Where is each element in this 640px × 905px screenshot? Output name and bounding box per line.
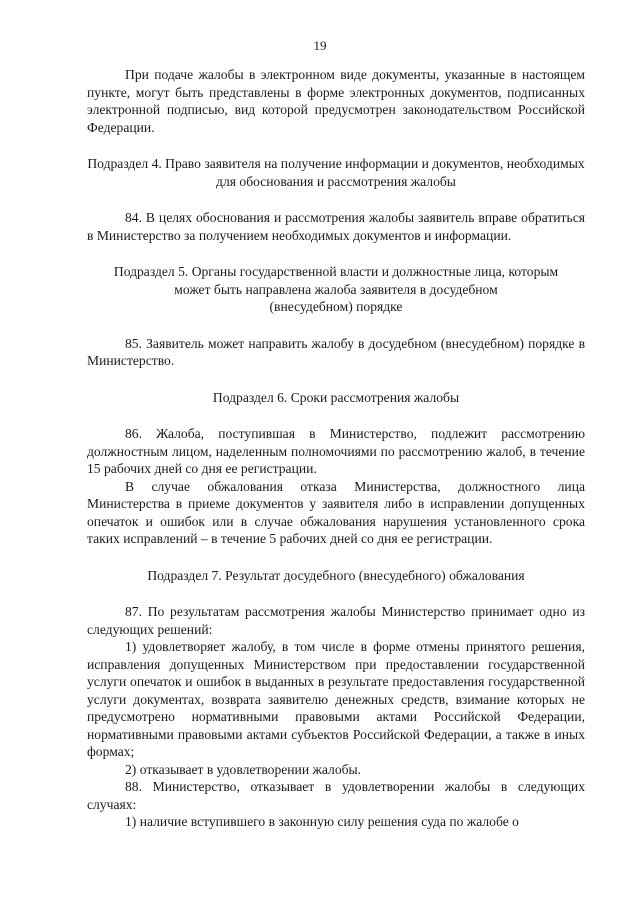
paragraph-87: 87. По результатам рассмотрения жалобы Министерство принимает одно из следующих решений: bbox=[87, 604, 585, 637]
subsection-5-heading bbox=[87, 263, 585, 316]
document-body bbox=[87, 66, 585, 831]
paragraph-88: 88. Министерство, отказывает в удовлетворении жалобы в следующих случаях: bbox=[87, 779, 585, 812]
paragraph-85: 85. Заявитель может направить жалобу в досудебном (внесудебном) порядке в Министерство. bbox=[87, 335, 585, 368]
subsection-4-heading: Подраздел 4. Право заявителя на получение информации и документов, необходимых для обоснования и рассмотрения жалобы bbox=[87, 156, 585, 189]
subsection-7-heading: Подраздел 7. Результат досудебного (внесудебного) обжалования bbox=[147, 567, 525, 583]
subsection-5-heading-line-3: (внесудебном) порядке bbox=[269, 299, 403, 314]
page-number: 19 bbox=[313, 38, 327, 53]
subsection-5-heading-line-1: Подраздел 5. Органы государственной власти и должностные лица, которым bbox=[113, 264, 559, 279]
paragraph-86-continuation: В случае обжалования отказа Министерства, должностного лица Министерства в приеме документов у заявителя либо в исправлении допущенных опечаток и ошибок или в случае обжалования нарушения установленного срока таких исправлений – в течение 5 рабочих дней со дня ее регистрации. bbox=[87, 478, 585, 546]
paragraph-88-item-1: 1) наличие вступившего в законную силу решения суда по жалобе о bbox=[125, 814, 519, 829]
paragraph-86: 86. Жалоба, поступившая в Министерство, подлежит рассмотрению должностным лицом, наделенным полномочиями по рассмотрению жалоб, в течение 15 рабочих дней со дня ее регистрации. bbox=[87, 426, 585, 476]
paragraph-84: 84. В целях обоснования и рассмотрения жалобы заявитель вправе обратиться в Министерство за получением необходимых документов и информации. bbox=[87, 210, 585, 243]
subsection-6-heading: Подраздел 6. Сроки рассмотрения жалобы bbox=[212, 389, 460, 405]
subsection-5-heading-line-2: может быть направлена жалоба заявителя в досудебном bbox=[174, 281, 498, 297]
paragraph-electronic-submission: При подаче жалобы в электронном виде документы, указанные в настоящем пункте, могут быть представлены в форме электронных документов, подписанных электронной подписью, вид которой предусмотрен законодательством Российской Федерации. bbox=[87, 67, 585, 135]
paragraph-87-item-2: 2) отказывает в удовлетворении жалобы. bbox=[125, 761, 362, 777]
paragraph-87-item-1: 1) удовлетворяет жалобу, в том числе в форме отмены принятого решения, исправления допущенных Министерством при предоставлении государственной услуги опечаток и ошибок в выданных в результате предоставления государственной услуги документах, возврата заявителю денежных средств, взимание которых не предусмотрено нормативными правовыми актами Российской Федерации, нормативными правовыми актами субъектов Российской Федерации, а также в иных формах; bbox=[87, 639, 585, 759]
